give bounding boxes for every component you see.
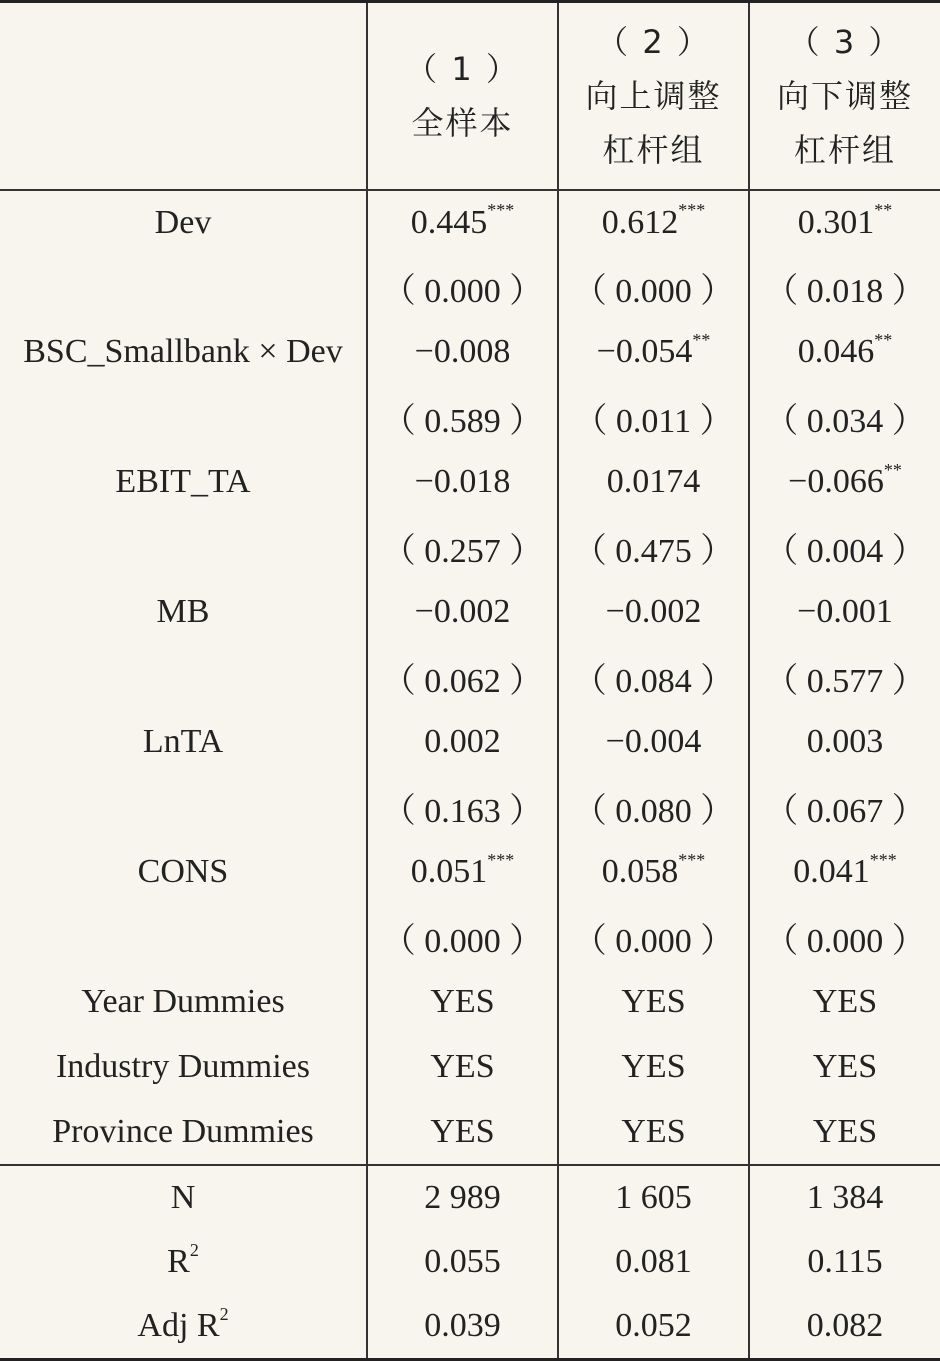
cell-value: （ 0.084 ） (572, 662, 735, 700)
cell-col-3 (749, 710, 940, 775)
cell-value: （ 0.034 ） (764, 402, 926, 440)
cell-col-1 (367, 515, 558, 580)
cell-value: （ 0.004 ） (764, 532, 926, 570)
cell-value: （ 0.475 ） (572, 532, 735, 570)
cell-col-3 (749, 255, 940, 320)
table-row (0, 515, 940, 580)
cell-value: −0.018 (414, 463, 511, 500)
header-col-2-number: （ 2 ） (596, 22, 711, 61)
cell-col-3 (749, 775, 940, 840)
cell-value: YES (430, 1112, 495, 1150)
cell-col-2 (558, 970, 749, 1035)
stat-col-2: 0.052 (558, 1295, 749, 1360)
cell-col-2 (558, 775, 749, 840)
significance-stars: *** (678, 849, 706, 870)
cell-col-1 (367, 1100, 558, 1165)
cell-value: YES (621, 983, 686, 1020)
header-col-2-title-line2: 杠杆组 (602, 130, 705, 169)
cell-value: （ 0.000 ） (381, 272, 544, 310)
cell-value: YES (430, 1048, 495, 1085)
cell-value: −0.054 (596, 333, 693, 370)
cell-value: YES (621, 1048, 686, 1085)
coefficient-rows (0, 190, 940, 1165)
significance-stars: ** (883, 459, 902, 480)
cell-value: （ 0.018 ） (764, 272, 926, 310)
cell-col-2 (558, 645, 749, 710)
cell-col-3 (749, 1035, 940, 1100)
cell-value: −0.001 (797, 593, 893, 630)
stat-col-1: 0.039 (367, 1295, 558, 1360)
cell-col-2 (558, 515, 749, 580)
cell-value: （ 0.062 ） (381, 662, 544, 700)
cell-value: YES (812, 1048, 878, 1085)
cell-value: （ 0.067 ） (764, 792, 926, 830)
cell-value: 0.002 (424, 723, 501, 760)
cell-value: 0.046 (797, 333, 875, 370)
table-row (0, 385, 940, 450)
cell-col-3 (749, 190, 940, 255)
table-row (0, 970, 940, 1035)
cell-value: （ 0.011 ） (573, 402, 734, 440)
row-label: CONS (137, 853, 229, 890)
row-label (0, 645, 367, 710)
row-label: MB (156, 593, 210, 630)
cell-value: −0.002 (605, 593, 702, 630)
cell-value: YES (621, 1112, 686, 1150)
cell-col-1 (367, 1035, 558, 1100)
cell-value: YES (812, 1112, 878, 1150)
table-row (0, 645, 940, 710)
cell-value: 0.003 (806, 723, 884, 760)
cell-col-1 (367, 710, 558, 775)
stat-col-1: 0.055 (367, 1230, 558, 1295)
cell-value: （ 0.000 ） (572, 272, 735, 310)
stat-row (0, 1165, 940, 1230)
row-label: BSC_Smallbank × Dev (23, 333, 343, 370)
header-row (0, 2, 940, 190)
table-row (0, 190, 940, 255)
table-row (0, 840, 940, 905)
cell-value: （ 0.000 ） (572, 922, 735, 960)
stat-label (0, 1230, 367, 1295)
header-col-1-title: 全样本 (411, 103, 514, 142)
stat-label (0, 1165, 367, 1230)
table-row (0, 255, 940, 320)
statistics-rows (0, 1165, 940, 1360)
cell-value: 0.612 (601, 203, 679, 241)
cell-col-1 (367, 775, 558, 840)
cell-value: 0.301 (797, 203, 875, 241)
stat-row (0, 1230, 940, 1295)
cell-value: （ 0.589 ） (381, 402, 544, 440)
header-empty-cell (0, 2, 367, 190)
table-row (0, 710, 940, 775)
cell-col-3 (749, 450, 940, 515)
cell-col-3 (749, 970, 940, 1035)
cell-col-2 (558, 580, 749, 645)
row-label (0, 515, 367, 580)
cell-value: YES (430, 983, 495, 1020)
cell-col-3 (749, 905, 940, 970)
row-label: Industry Dummies (55, 1048, 311, 1085)
row-label: EBIT_TA (115, 463, 251, 500)
cell-col-2 (558, 255, 749, 320)
significance-stars: *** (487, 849, 515, 870)
table-row (0, 320, 940, 385)
significance-stars: *** (678, 200, 706, 221)
row-label (0, 385, 367, 450)
stat-label-text: R (167, 1243, 190, 1280)
cell-col-2 (558, 320, 749, 385)
cell-col-3 (749, 580, 940, 645)
header-col-1 (367, 2, 558, 190)
stat-col-3: 1 384 (749, 1165, 940, 1230)
cell-value: 0.051 (410, 853, 488, 890)
stat-row (0, 1295, 940, 1360)
cell-col-3 (749, 515, 940, 580)
table-row (0, 1100, 940, 1165)
cell-value: （ 0.000 ） (381, 922, 544, 960)
cell-value: 0.041 (793, 853, 870, 890)
cell-value: YES (812, 983, 878, 1020)
significance-stars: *** (487, 200, 515, 221)
stat-label (0, 1295, 367, 1360)
cell-col-2 (558, 190, 749, 255)
cell-col-3 (749, 645, 940, 710)
stat-label-text: Adj R (137, 1307, 220, 1345)
cell-value: −0.002 (414, 593, 511, 630)
cell-col-1 (367, 385, 558, 450)
stat-col-3: 0.115 (749, 1230, 940, 1295)
header-col-1-number: （ 1 ） (405, 49, 520, 88)
cell-value: （ 0.257 ） (381, 532, 544, 570)
cell-col-3 (749, 385, 940, 450)
cell-col-2 (558, 1035, 749, 1100)
cell-value: （ 0.000 ） (764, 922, 926, 960)
stat-label-superscript: 2 (219, 1303, 229, 1324)
cell-value: −0.066 (788, 463, 884, 500)
row-label (0, 905, 367, 970)
cell-col-2 (558, 905, 749, 970)
stat-label-text: N (170, 1178, 196, 1216)
table-row (0, 580, 940, 645)
header-col-3-number: （ 3 ） (787, 22, 903, 61)
stat-col-1: 2 989 (367, 1165, 558, 1230)
cell-value: （ 0.577 ） (764, 662, 926, 700)
stat-label-superscript: 2 (189, 1239, 199, 1260)
row-label: Dev (0, 190, 367, 255)
cell-col-2 (558, 450, 749, 515)
stat-col-2: 1 605 (558, 1165, 749, 1230)
row-label: Year Dummies (81, 983, 285, 1020)
header-col-2-title-line1: 向上调整 (585, 76, 722, 115)
cell-col-1 (367, 645, 558, 710)
table-row (0, 905, 940, 970)
significance-stars: ** (692, 329, 711, 350)
significance-stars: ** (874, 329, 893, 350)
cell-col-2 (558, 385, 749, 450)
header-col-3 (749, 2, 940, 190)
header-col-2 (558, 2, 749, 190)
significance-stars: ** (874, 200, 893, 221)
cell-col-1 (367, 840, 558, 905)
table-row (0, 775, 940, 840)
cell-value: 0.0174 (606, 463, 701, 500)
cell-col-3 (749, 320, 940, 385)
cell-value: −0.004 (605, 723, 702, 760)
cell-col-3 (749, 840, 940, 905)
stat-col-2: 0.081 (558, 1230, 749, 1295)
cell-col-2 (558, 710, 749, 775)
row-label (0, 255, 367, 320)
cell-value: （ 0.163 ） (381, 792, 544, 830)
cell-col-1 (367, 970, 558, 1035)
cell-col-1 (367, 320, 558, 385)
significance-stars: *** (869, 849, 897, 870)
cell-value: 0.058 (601, 853, 679, 890)
row-label: LnTA (142, 723, 224, 760)
cell-value: −0.008 (414, 333, 511, 370)
cell-col-2 (558, 1100, 749, 1165)
cell-value: （ 0.080 ） (572, 792, 735, 830)
cell-col-1 (367, 580, 558, 645)
cell-col-1 (367, 450, 558, 515)
header-col-3-title-line1: 向下调整 (776, 76, 913, 115)
table-row (0, 1035, 940, 1100)
header-col-3-title-line2: 杠杆组 (793, 130, 896, 169)
cell-col-3 (749, 1100, 940, 1165)
row-label: Province Dummies (52, 1112, 314, 1150)
cell-value: 0.445 (410, 203, 488, 241)
table-row (0, 450, 940, 515)
row-label (0, 775, 367, 840)
cell-col-1 (367, 905, 558, 970)
cell-col-1 (367, 255, 558, 320)
stat-col-3: 0.082 (749, 1295, 940, 1360)
cell-col-2 (558, 840, 749, 905)
cell-col-1 (367, 190, 558, 255)
